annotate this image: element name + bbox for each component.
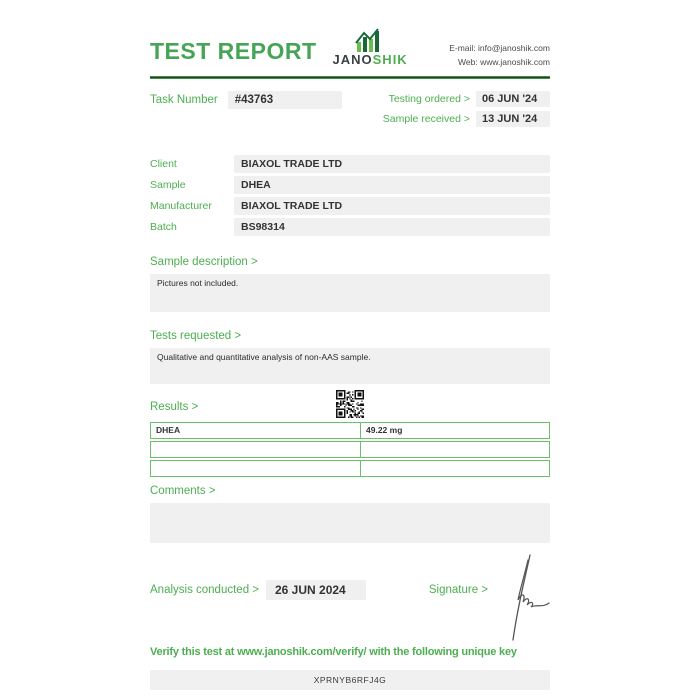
sample-label: Sample — [150, 178, 186, 191]
sample-info-section — [150, 155, 550, 236]
signature-label: Signature > — [428, 584, 488, 596]
report-header — [150, 28, 550, 70]
batch-label: Batch — [150, 220, 177, 233]
result-value-cell — [361, 461, 549, 476]
testing-ordered-label: Testing ordered > — [388, 92, 470, 105]
table-row — [150, 460, 550, 477]
task-number-label: Task Number — [150, 93, 218, 106]
analysis-date-value: 26 JUN 2024 — [266, 580, 366, 600]
unique-key-value: XPRNYB6RFJ4G — [150, 670, 550, 690]
web-value: www.janoshik.com — [480, 57, 550, 68]
sample-description-section — [150, 256, 550, 312]
qr-code-icon — [336, 390, 364, 418]
table-row — [150, 441, 550, 458]
email-label: E-mail: — [449, 43, 476, 53]
result-name-cell: DHEA — [151, 423, 361, 438]
result-name-cell — [151, 442, 361, 457]
sample-received-row — [383, 111, 550, 127]
testing-ordered-value: 06 JUN '24 — [476, 91, 550, 107]
analysis-conducted-label: Analysis conducted > — [150, 584, 259, 596]
header-divider — [150, 76, 550, 79]
logo-wordmark — [333, 53, 408, 66]
sample-received-label: Sample received > — [382, 112, 470, 125]
info-row-sample — [150, 176, 550, 194]
client-value: BIAXOL TRADE LTD — [234, 155, 550, 173]
results-table — [150, 422, 550, 477]
task-number-value: #43763 — [228, 91, 342, 109]
contact-block — [449, 41, 550, 70]
comments-heading: Comments > — [150, 484, 216, 497]
janoshik-logo — [333, 28, 408, 66]
info-row-batch — [150, 218, 550, 236]
page-title: TEST REPORT — [150, 38, 317, 64]
info-row-manufacturer — [150, 197, 550, 215]
result-value-cell: 49.22 mg — [366, 424, 403, 435]
task-section — [150, 91, 550, 131]
tests-requested-heading: Tests requested > — [150, 329, 242, 342]
logo-text-green: SHIK — [372, 52, 408, 67]
comments-section — [150, 485, 550, 543]
comments-body — [150, 503, 550, 543]
sample-received-value: 13 JUN '24 — [476, 111, 550, 127]
verify-instruction: Verify this test at www.janoshik.com/verify/ with the following unique key — [150, 646, 517, 658]
contact-email-line — [449, 41, 550, 55]
client-label: Client — [150, 157, 177, 170]
results-heading: Results > — [150, 400, 199, 413]
result-name-cell — [151, 461, 361, 476]
bar-chart-logo-icon — [350, 28, 390, 52]
info-row-client — [150, 155, 550, 173]
task-number-group — [150, 91, 342, 109]
email-value: info@janoshik.com — [478, 43, 550, 53]
sample-description-body: Pictures not included. — [150, 274, 550, 312]
test-report-document — [150, 0, 550, 700]
tests-requested-section — [150, 330, 550, 384]
tests-requested-body: Qualitative and quantitative analysis of non-AAS sample. — [150, 348, 550, 384]
logo-text-dark: JANO — [332, 52, 373, 67]
result-value-cell — [361, 442, 549, 457]
testing-ordered-row — [383, 91, 550, 107]
analysis-signature-row — [150, 580, 550, 600]
batch-value: BS98314 — [234, 218, 550, 236]
sample-value: DHEA — [234, 176, 550, 194]
contact-web-line — [449, 55, 550, 69]
dates-group — [383, 91, 550, 131]
sample-description-heading: Sample description > — [150, 255, 258, 268]
web-label: Web: — [458, 57, 478, 68]
results-section — [150, 401, 550, 477]
manufacturer-label: Manufacturer — [150, 199, 212, 212]
manufacturer-value: BIAXOL TRADE LTD — [234, 197, 550, 215]
table-row — [150, 422, 550, 439]
signature-scribble-icon — [492, 552, 552, 644]
